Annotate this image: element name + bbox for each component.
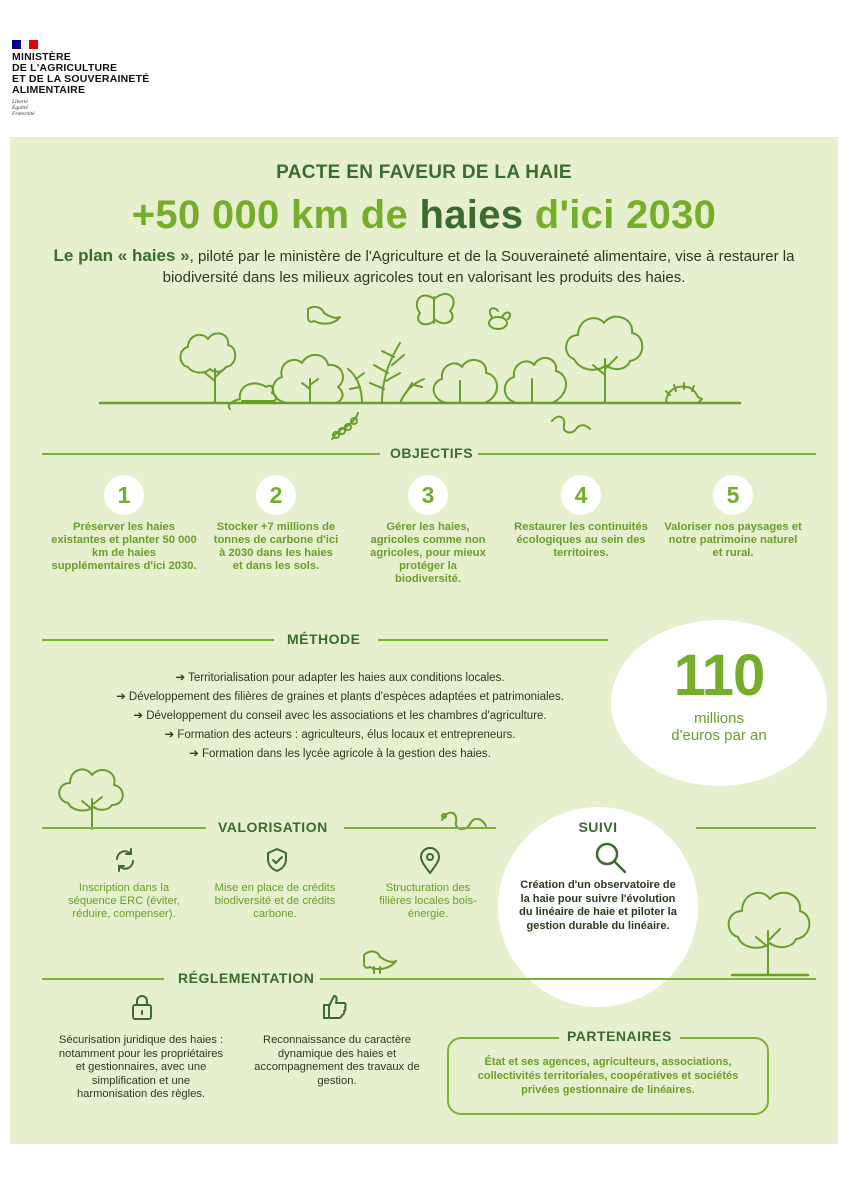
divider (344, 827, 496, 829)
partners-text: État et ses agences, agriculteurs, associations, collectivités territoriales, coopératives et sociétés privées gestionnaire de linéaires. (477, 1056, 739, 1096)
budget-number: 110 (673, 643, 765, 708)
motto (12, 99, 172, 117)
section-title-methode: MÉTHODE (287, 631, 361, 647)
bird-icon (308, 307, 340, 324)
bee-icon (489, 308, 510, 329)
objective-text: Restaurer les continuités écologiques au sein des territoires. (514, 521, 648, 559)
objective-text: Stocker +7 millions de tonnes de carbone d'ici à 2030 dans les haies et dans les sols. (213, 521, 339, 572)
divider (42, 827, 206, 829)
recycle-icon (112, 847, 138, 873)
hedgehog-icon (666, 383, 702, 403)
divider (320, 978, 816, 980)
valorisation-text: Mise en place de crédits biodiversité et de crédits carbone. (214, 882, 336, 920)
magnifier-icon (594, 841, 628, 875)
ministry-logo (12, 40, 172, 117)
worm-icon (438, 802, 490, 828)
padlock-icon (130, 993, 154, 1021)
budget-unit-line2: d'euros par an (671, 727, 767, 744)
logo-line: ALIMENTAIRE (12, 84, 86, 96)
reglementation-text: Reconnaissance du caractère dynamique des haies et accompagnement des travaux de gestion. (254, 1034, 420, 1087)
divider (42, 453, 380, 455)
section-title-suivi: SUIVI (578, 819, 618, 835)
objective-text: Valoriser nos paysages et notre patrimoine naturel et rural. (664, 521, 802, 559)
hedge-illustration (100, 309, 740, 449)
motto-line: Égalité (12, 105, 28, 111)
bird-icon (360, 947, 400, 977)
method-item: ➔ Formation dans les lycée agricole à la gestion des haies. (189, 748, 491, 760)
objective-text: Préserver les haies existantes et planter 50 000 km de haies supplémentaires d'ici 2030. (51, 521, 197, 572)
reglementation-text: Sécurisation juridique des haies : notamment pour les propriétaires et gestionnaires, avec une simplification et une harmonisation des règles. (58, 1034, 224, 1100)
tree-icon (566, 317, 642, 403)
headline-part2: d'ici 2030 (523, 193, 717, 237)
objective-number: 3 (408, 475, 448, 515)
section-title-partenaires: PARTENAIRES (559, 1028, 680, 1044)
method-item: ➔ Territorialisation pour adapter les haies aux conditions locales. (175, 672, 505, 684)
caterpillar-icon (332, 413, 358, 439)
divider (378, 639, 608, 641)
headline (10, 193, 838, 238)
method-item: ➔ Développement des filières de graines et plants d'espèces adaptées et patrimoniales. (116, 691, 564, 703)
thumbs-up-icon (322, 993, 348, 1021)
intro-rest: , piloté par le ministère de l'Agriculture et de la Souveraineté alimentaire, vise à restaurer la biodiversité dans les milieux agricoles tout en valorisant les produits des haies. (162, 248, 795, 286)
motto-line: Liberté (12, 99, 28, 105)
fern-icon (348, 343, 424, 403)
pact-subtitle: PACTE EN FAVEUR DE LA HAIE (276, 162, 572, 183)
tree-icon (722, 881, 812, 977)
section-title-reglementation: RÉGLEMENTATION (178, 970, 315, 986)
motto-line: Fraternité (12, 111, 35, 117)
logo-line: MINISTÈRE (12, 51, 71, 63)
mouse-icon (229, 383, 276, 409)
worm-icon (552, 417, 590, 433)
divider (42, 978, 164, 980)
logo-line: ET DE LA SOUVERAINETÉ (12, 73, 150, 85)
french-flag-icon (12, 40, 38, 49)
valorisation-text: Structuration des filières locales bois-énergie. (379, 882, 477, 920)
partners-box (447, 1028, 769, 1115)
tree-icon (54, 765, 130, 831)
divider (42, 639, 274, 641)
objective-number: 4 (561, 475, 601, 515)
section-title-objectifs: OBJECTIFS (390, 445, 474, 461)
method-item: ➔ Développement du conseil avec les associations et les chambres d'agriculture. (133, 710, 547, 722)
budget-unit-line1: millions (693, 710, 744, 727)
section-title-valorisation: VALORISATION (218, 819, 328, 835)
butterfly-icon (417, 294, 454, 324)
objective-number: 1 (104, 475, 144, 515)
divider (478, 453, 816, 455)
bush-icon (273, 355, 343, 403)
method-item: ➔ Formation des acteurs : agriculteurs, élus locaux et entrepreneurs. (164, 729, 516, 741)
bush-icon (505, 358, 566, 403)
divider (696, 827, 816, 829)
objective-number: 2 (256, 475, 296, 515)
intro-bold: Le plan « haies » (53, 246, 190, 265)
objective-text: Gérer les haies, agricoles comme non agricoles, pour mieux protéger la biodiversité. (370, 521, 486, 585)
headline-part1: +50 000 km de (131, 193, 420, 237)
intro-text (30, 245, 818, 288)
bush-icon (434, 360, 497, 403)
valorisation-text: Inscription dans la séquence ERC (éviter, réduire, compenser). (68, 882, 180, 920)
logo-line: DE L'AGRICULTURE (12, 62, 118, 74)
headline-highlight: haies (419, 193, 524, 237)
infographic-panel (10, 137, 838, 1144)
objective-number: 5 (713, 475, 753, 515)
suivi-text: Création d'un observatoire de la haie pour suivre l'évolution du linéaire de haie et piloter la gestion durable du linéaire. (519, 879, 677, 932)
shield-check-icon (264, 847, 290, 873)
tree-icon (181, 333, 236, 403)
location-pin-icon (418, 847, 442, 875)
